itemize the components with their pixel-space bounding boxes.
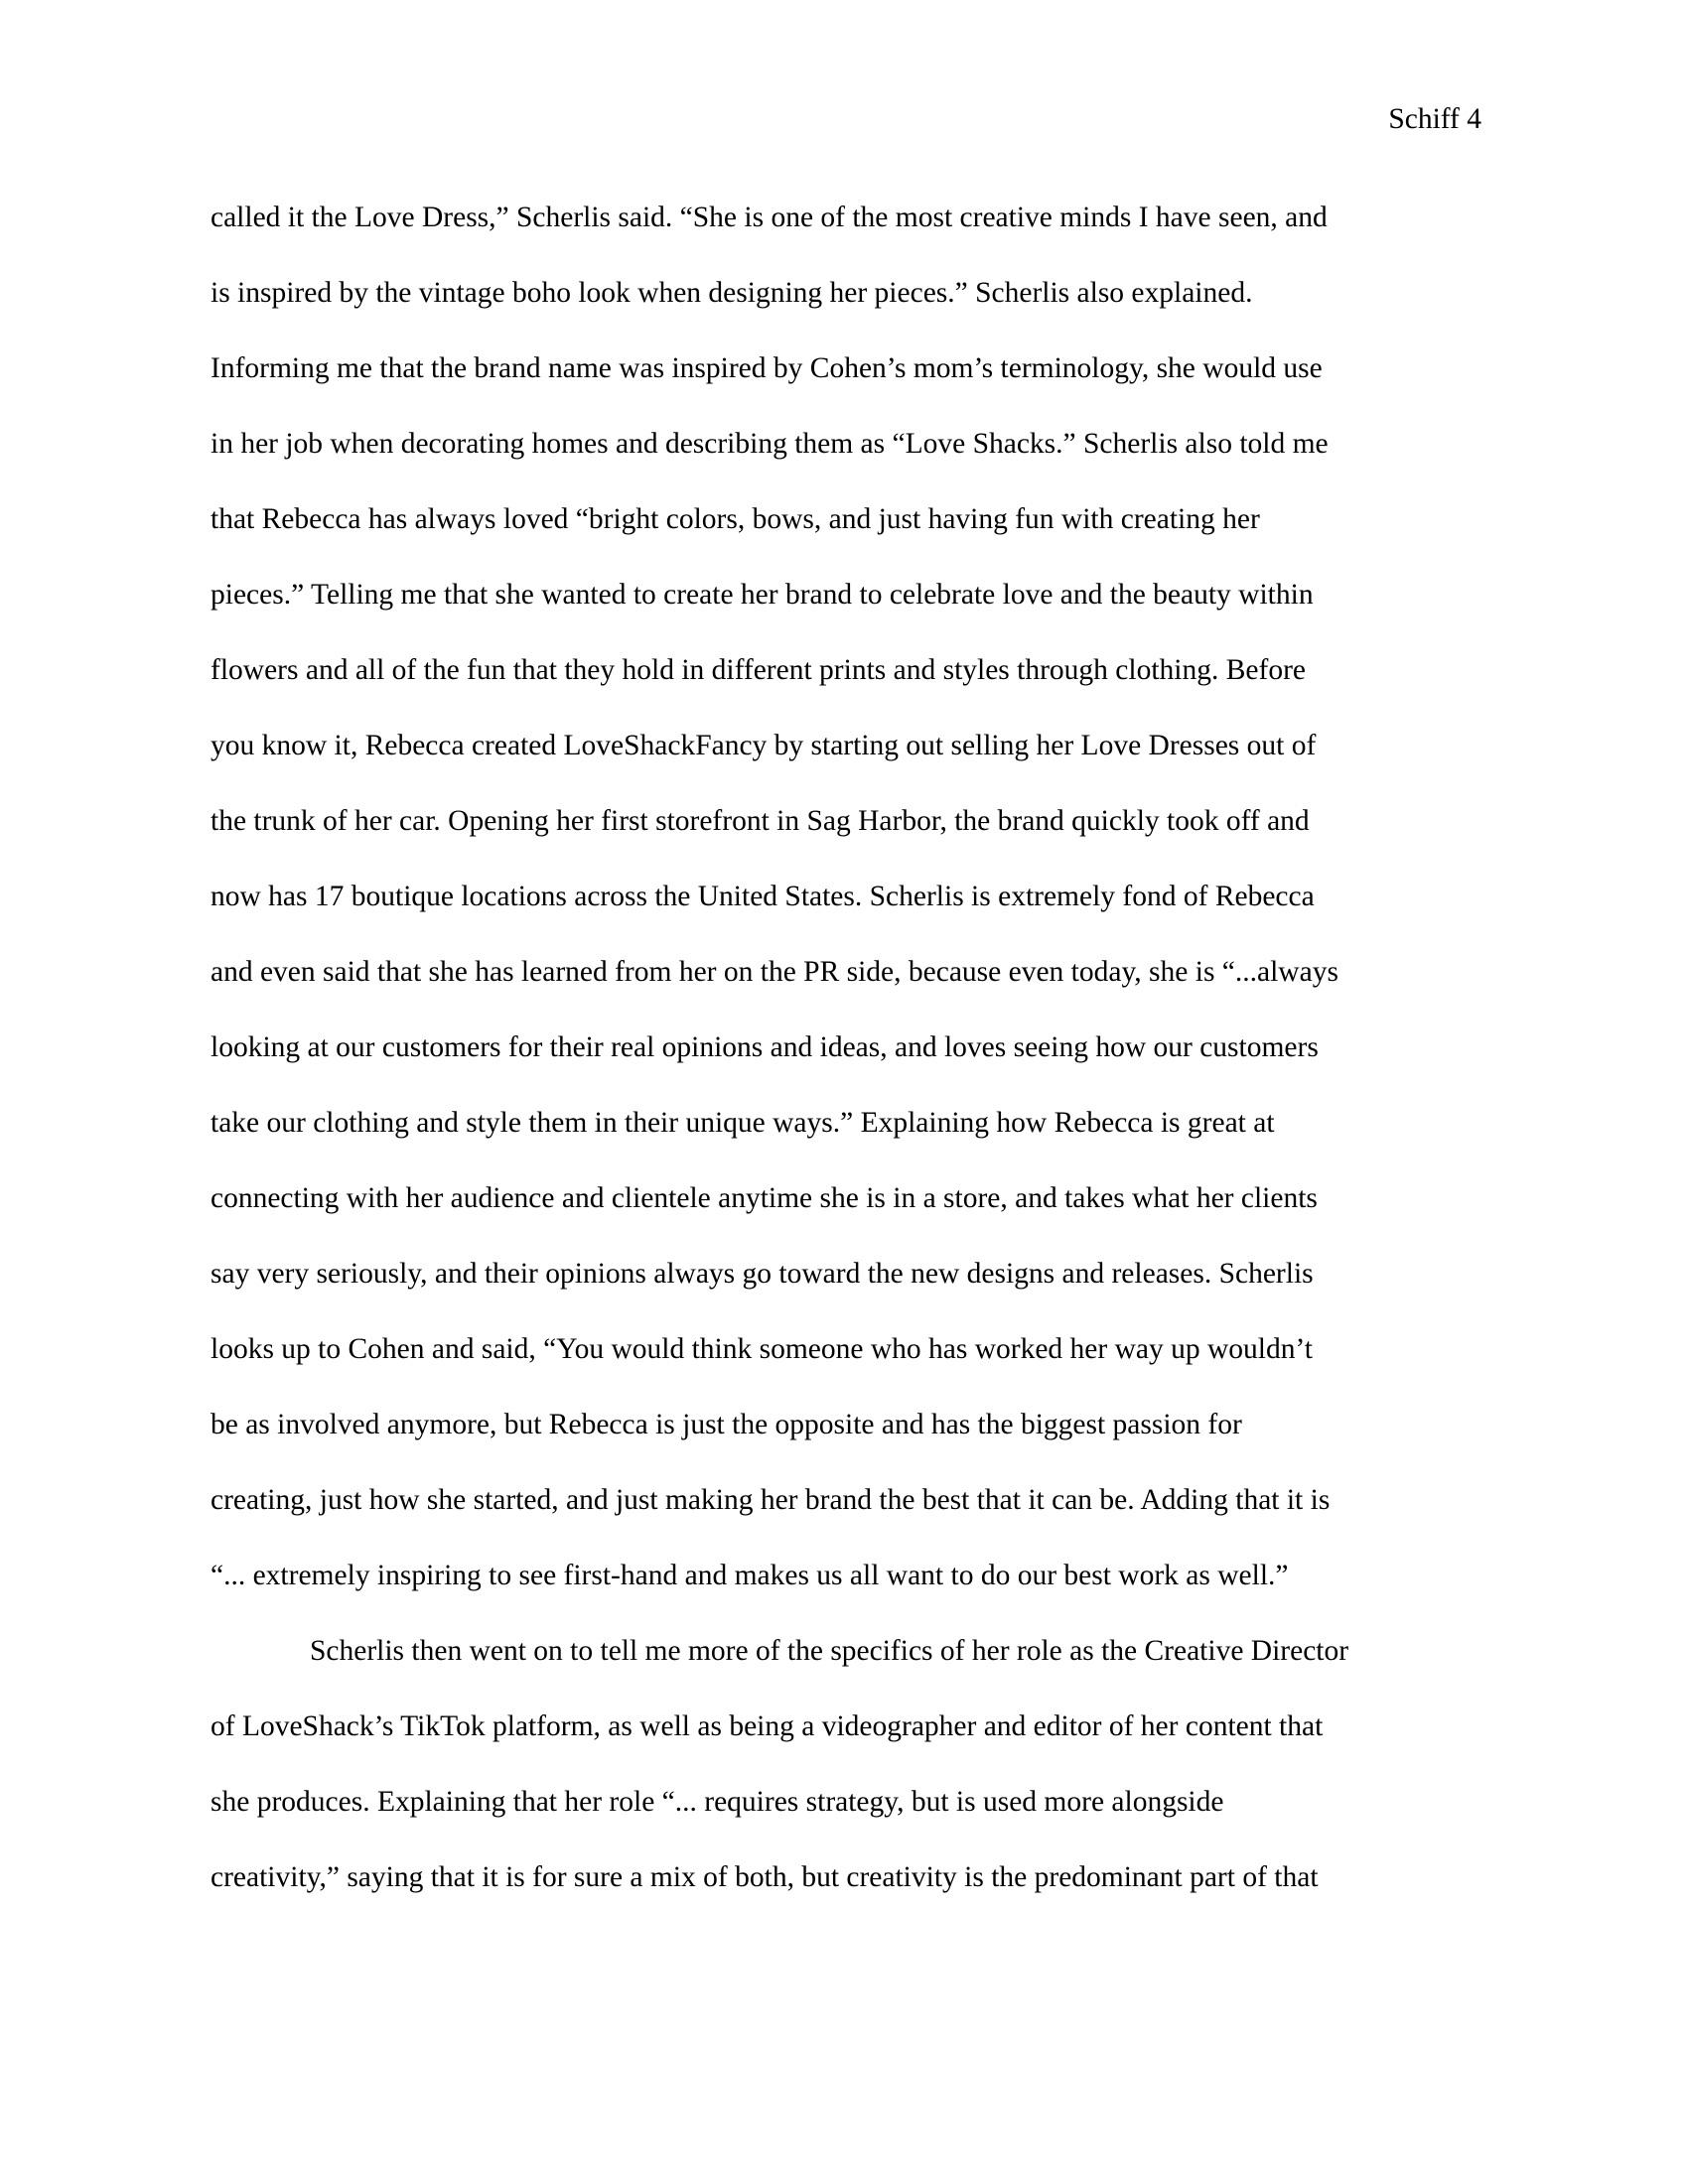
body-line: the trunk of her car. Opening her first storefront in Sag Harbor, the brand quickly took off and	[211, 805, 1310, 837]
body-line: “... extremely inspiring to see first-hand and makes us all want to do our best work as well.”	[211, 1560, 1289, 1591]
body-line: is inspired by the vintage boho look when designing her pieces.” Scherlis also explained.	[211, 277, 1253, 309]
body-line: looks up to Cohen and said, “You would think someone who has worked her way up wouldn’t	[211, 1333, 1313, 1365]
body-line: looking at our customers for their real opinions and ideas, and loves seeing how our customers	[211, 1031, 1319, 1063]
body-line: and even said that she has learned from her on the PR side, because even today, she is “...always	[211, 956, 1338, 988]
running-head: Schiff 4	[1388, 103, 1481, 135]
body-line: flowers and all of the fun that they hold in different prints and styles through clothing. Before	[211, 654, 1306, 686]
body-line: be as involved anymore, but Rebecca is just the opposite and has the biggest passion for	[211, 1409, 1242, 1440]
body-line: you know it, Rebecca created LoveShackFancy by starting out selling her Love Dresses out of	[211, 730, 1317, 761]
body-line: Informing me that the brand name was inspired by Cohen’s mom’s terminology, she would use	[211, 352, 1323, 384]
body-line: of LoveShack’s TikTok platform, as well as being a videographer and editor of her content that	[211, 1710, 1324, 1742]
body-line: now has 17 boutique locations across the United States. Scherlis is extremely fond of Rebecca	[211, 881, 1315, 912]
body-line: called it the Love Dress,” Scherlis said. “She is one of the most creative minds I have seen, and	[211, 202, 1328, 233]
paragraph-first-line: Scherlis then went on to tell me more of the specifics of her role as the Creative Director	[310, 1635, 1349, 1667]
body-line: connecting with her audience and clientele anytime she is in a store, and takes what her clients	[211, 1182, 1318, 1214]
body-line: say very seriously, and their opinions always go toward the new designs and releases. Scherlis	[211, 1258, 1314, 1290]
body-line: creating, just how she started, and just making her brand the best that it can be. Adding that it is	[211, 1484, 1331, 1516]
body-line: in her job when decorating homes and describing them as “Love Shacks.” Scherlis also told me	[211, 428, 1329, 460]
body-line: creativity,” saying that it is for sure a mix of both, but creativity is the predominant part of that	[211, 1861, 1319, 1893]
body-line: that Rebecca has always loved “bright colors, bows, and just having fun with creating her	[211, 503, 1260, 535]
body-line: take our clothing and style them in their unique ways.” Explaining how Rebecca is great at	[211, 1107, 1275, 1139]
body-line: pieces.” Telling me that she wanted to create her brand to celebrate love and the beauty within	[211, 579, 1314, 611]
body-line: she produces. Explaining that her role “... requires strategy, but is used more alongside	[211, 1786, 1224, 1818]
